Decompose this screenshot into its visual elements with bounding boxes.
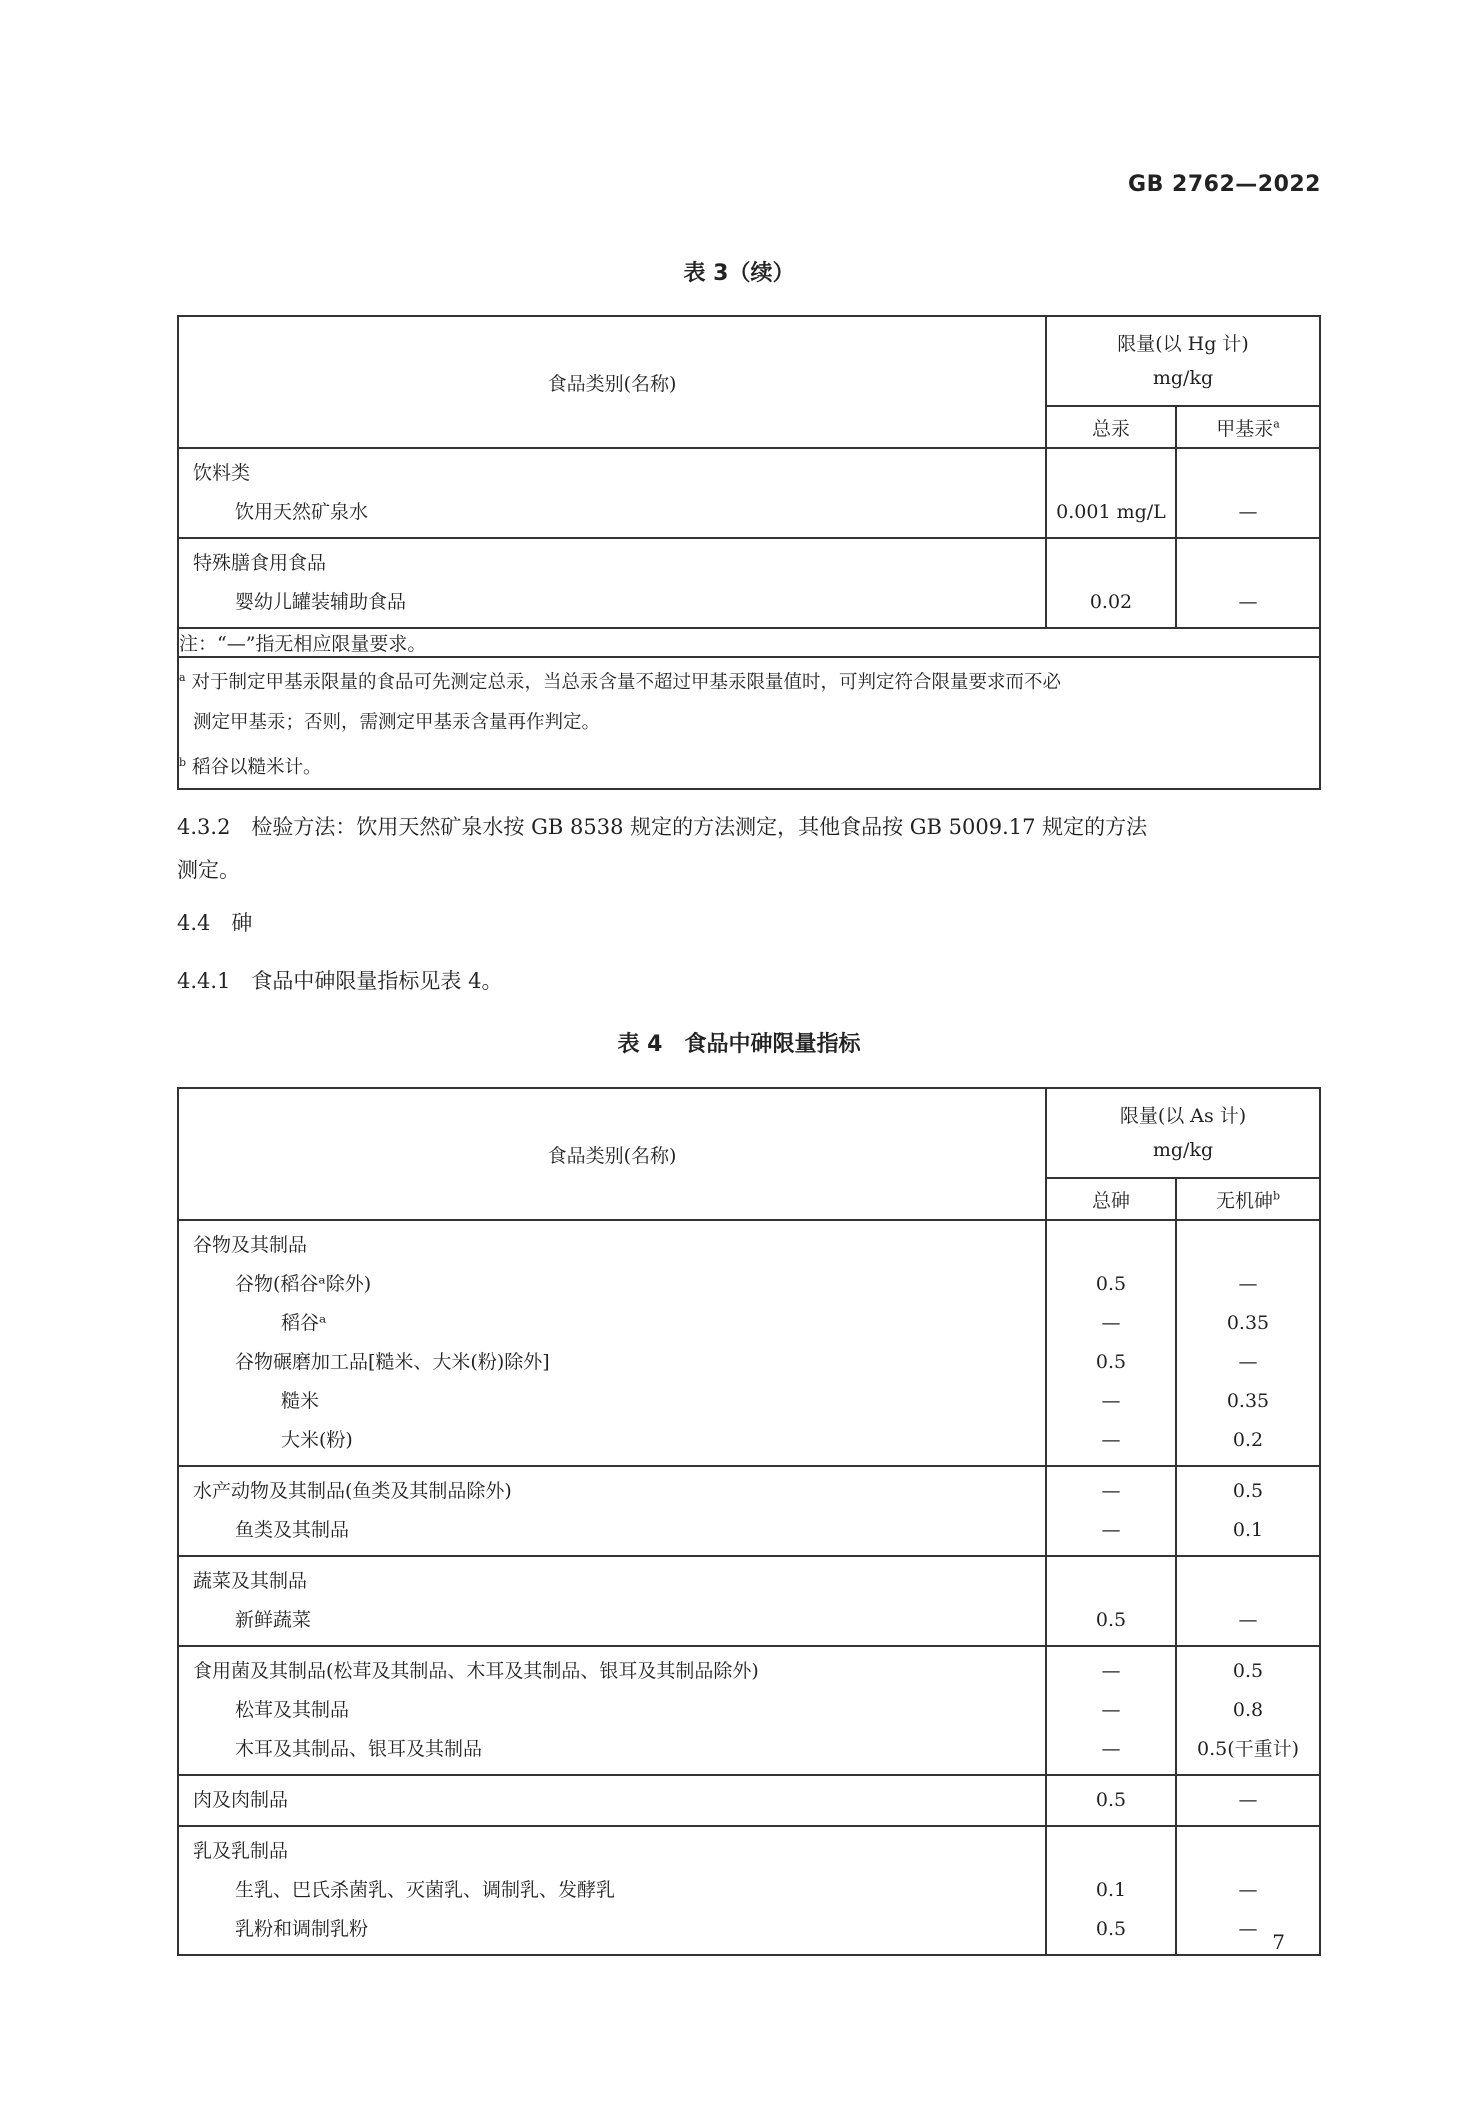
footnote-b bbox=[179, 743, 1319, 788]
category-cell bbox=[178, 1466, 1046, 1556]
row-label: 糙米 bbox=[281, 1390, 320, 1412]
table-group bbox=[178, 1556, 1320, 1646]
row-label: 乳及乳制品 bbox=[193, 1840, 289, 1862]
category-cell bbox=[178, 1775, 1046, 1826]
footnote-a-line1 bbox=[179, 658, 1319, 703]
page-number: 7 bbox=[1272, 1930, 1285, 1954]
row-value bbox=[1047, 1832, 1175, 1871]
row-value: — bbox=[1238, 501, 1258, 523]
row-label: 鱼类及其制品 bbox=[235, 1519, 350, 1541]
row-value: 0.2 bbox=[1232, 1429, 1264, 1451]
table3-header-col2-sup: a bbox=[1273, 417, 1280, 431]
row-value: — bbox=[1238, 591, 1258, 613]
table4 bbox=[177, 1087, 1321, 1956]
row-value: 0.1 bbox=[1232, 1519, 1264, 1541]
row-label: 生乳、巴氏杀菌乳、灭菌乳、调制乳、发酵乳 bbox=[235, 1879, 616, 1901]
row-label: 谷物及其制品 bbox=[193, 1234, 308, 1256]
row-value: 0.5 bbox=[1095, 1789, 1127, 1811]
footnote-a-line2: 测定甲基汞；否则，需测定甲基汞含量再作判定。 bbox=[193, 712, 601, 734]
row-value: — bbox=[1101, 1429, 1121, 1451]
row-value: — bbox=[1101, 1312, 1121, 1334]
row-value bbox=[1047, 544, 1175, 583]
category-cell bbox=[178, 1826, 1046, 1955]
row-value bbox=[1177, 1562, 1319, 1601]
table3-note: 注：“—”指无相应限量要求。 bbox=[178, 628, 1320, 657]
value-col2-cell bbox=[1176, 538, 1320, 628]
row-value: — bbox=[1238, 1351, 1258, 1373]
table3-title: 表 3（续） bbox=[683, 261, 795, 286]
value-col2-cell bbox=[1176, 1556, 1320, 1646]
table3-header-col2 bbox=[1176, 406, 1320, 448]
category-cell bbox=[178, 538, 1046, 628]
value-col2-cell bbox=[1176, 1646, 1320, 1775]
row-value: 0.5 bbox=[1095, 1273, 1127, 1295]
row-value: 0.5 bbox=[1095, 1609, 1127, 1631]
row-value: — bbox=[1101, 1390, 1121, 1412]
value-col1-cell bbox=[1046, 1220, 1176, 1466]
footnote-b-text: 稻谷以糙米计。 bbox=[191, 757, 322, 779]
row-value: — bbox=[1238, 1789, 1258, 1811]
table4-header-category: 食品类别(名称) bbox=[178, 1088, 1046, 1220]
standard-code: GB 2762—2022 bbox=[1128, 172, 1321, 197]
para-4-3-2 bbox=[177, 806, 1321, 892]
row-value: — bbox=[1238, 1918, 1258, 1940]
row-label: 松茸及其制品 bbox=[235, 1699, 350, 1721]
table3-header-category: 食品类别(名称) bbox=[178, 316, 1046, 448]
row-label: 乳粉和调制乳粉 bbox=[235, 1918, 369, 1940]
row-label: 新鲜蔬菜 bbox=[235, 1609, 312, 1631]
table3-body bbox=[178, 448, 1320, 628]
row-value: — bbox=[1101, 1738, 1121, 1760]
table3-header-col2-label: 甲基汞 bbox=[1216, 417, 1274, 440]
category-cell bbox=[178, 1556, 1046, 1646]
table4-title: 表 4 食品中砷限量指标 bbox=[617, 1032, 861, 1057]
footnote-a-sup: a bbox=[179, 671, 186, 684]
row-value: 0.1 bbox=[1095, 1879, 1127, 1901]
row-label: 食用菌及其制品(松茸及其制品、木耳及其制品、银耳及其制品除外) bbox=[193, 1660, 759, 1682]
table-group bbox=[178, 1646, 1320, 1775]
table-group bbox=[178, 1775, 1320, 1826]
row-value bbox=[1047, 1226, 1175, 1265]
value-col1-cell bbox=[1046, 1775, 1176, 1826]
row-value bbox=[1047, 454, 1175, 493]
table-group bbox=[178, 1220, 1320, 1466]
para-4-3-2-line1: 4.3.2 检验方法：饮用天然矿泉水按 GB 8538 规定的方法测定，其他食品按 GB 5009.17 规定的方法 bbox=[177, 815, 1148, 839]
footnote-b-sup: b bbox=[179, 756, 187, 770]
row-value bbox=[1177, 1832, 1319, 1871]
table3 bbox=[177, 315, 1321, 790]
row-label: 婴幼儿罐装辅助食品 bbox=[235, 591, 407, 613]
value-col2-cell bbox=[1176, 1775, 1320, 1826]
table-group bbox=[178, 448, 1320, 538]
row-value: — bbox=[1238, 1609, 1258, 1631]
value-col2-cell bbox=[1176, 1220, 1320, 1466]
table4-header-col1: 总砷 bbox=[1046, 1178, 1176, 1220]
row-label: 饮用天然矿泉水 bbox=[235, 501, 369, 523]
table3-header-limit bbox=[1046, 316, 1320, 406]
row-value bbox=[1177, 454, 1319, 493]
table4-header-col2 bbox=[1176, 1178, 1320, 1220]
table4-header-unit: mg/kg bbox=[1152, 1139, 1214, 1161]
row-value: — bbox=[1101, 1480, 1121, 1502]
row-label: 稻谷ᵃ bbox=[281, 1312, 327, 1334]
value-col2-cell bbox=[1176, 1466, 1320, 1556]
row-label: 蔬菜及其制品 bbox=[193, 1570, 308, 1592]
row-value: — bbox=[1238, 1879, 1258, 1901]
row-value: — bbox=[1101, 1699, 1121, 1721]
para-4-3-2-line2: 测定。 bbox=[177, 858, 240, 882]
section-4-4-heading: 4.4 砷 bbox=[177, 911, 253, 935]
footnote-a-text1: 对于制定甲基汞限量的食品可先测定总汞，当总汞含量不超过甲基汞限量值时，可判定符合限量要求而不必 bbox=[191, 672, 1061, 694]
row-value bbox=[1177, 544, 1319, 583]
table4-header-limit-label: 限量(以 As 计) bbox=[1119, 1105, 1247, 1127]
row-value bbox=[1177, 1226, 1319, 1265]
row-value: 0.5 bbox=[1095, 1918, 1127, 1940]
row-label: 大米(粉) bbox=[281, 1429, 353, 1451]
category-cell bbox=[178, 1646, 1046, 1775]
row-value: 0.02 bbox=[1089, 591, 1133, 613]
row-label: 谷物碾磨加工品[糙米、大米(粉)除外] bbox=[235, 1351, 550, 1373]
table-group bbox=[178, 1826, 1320, 1955]
table4-header-col2-sup: b bbox=[1272, 1189, 1281, 1203]
row-value: — bbox=[1238, 1273, 1258, 1295]
row-value: — bbox=[1101, 1660, 1121, 1682]
para-4-4-1: 4.4.1 食品中砷限量指标见表 4。 bbox=[177, 969, 503, 993]
row-label: 特殊膳食用食品 bbox=[193, 552, 327, 574]
row-label: 肉及肉制品 bbox=[193, 1789, 289, 1811]
row-value: 0.35 bbox=[1226, 1390, 1270, 1412]
row-label: 水产动物及其制品(鱼类及其制品除外) bbox=[193, 1480, 512, 1502]
value-col1-cell bbox=[1046, 448, 1176, 538]
table3-header-limit-label: 限量(以 Hg 计) bbox=[1117, 333, 1249, 355]
row-value bbox=[1047, 1562, 1175, 1601]
table-group bbox=[178, 538, 1320, 628]
value-col1-cell bbox=[1046, 1466, 1176, 1556]
category-cell bbox=[178, 448, 1046, 538]
row-value: 0.5 bbox=[1232, 1660, 1264, 1682]
value-col1-cell bbox=[1046, 538, 1176, 628]
table3-header-col1: 总汞 bbox=[1046, 406, 1176, 448]
row-value: — bbox=[1101, 1519, 1121, 1541]
value-col1-cell bbox=[1046, 1556, 1176, 1646]
value-col2-cell bbox=[1176, 1826, 1320, 1955]
row-value: 0.001 mg/L bbox=[1056, 501, 1166, 523]
table-group bbox=[178, 1466, 1320, 1556]
value-col2-cell bbox=[1176, 448, 1320, 538]
row-value: 0.35 bbox=[1226, 1312, 1270, 1334]
row-value: 0.5 bbox=[1095, 1351, 1127, 1373]
row-label: 饮料类 bbox=[193, 462, 251, 484]
table3-footnotes bbox=[178, 657, 1320, 789]
table3-header-unit: mg/kg bbox=[1152, 367, 1214, 389]
row-label: 谷物(稻谷ᵃ除外) bbox=[235, 1273, 372, 1295]
value-col1-cell bbox=[1046, 1826, 1176, 1955]
table4-body bbox=[178, 1220, 1320, 1955]
row-value: 0.5(干重计) bbox=[1196, 1738, 1300, 1760]
table4-header-limit bbox=[1046, 1088, 1320, 1178]
row-value: 0.5 bbox=[1232, 1480, 1264, 1502]
value-col1-cell bbox=[1046, 1646, 1176, 1775]
row-value: 0.8 bbox=[1232, 1699, 1264, 1721]
table4-header-col2-label: 无机砷 bbox=[1215, 1189, 1273, 1212]
category-cell bbox=[178, 1220, 1046, 1466]
row-label: 木耳及其制品、银耳及其制品 bbox=[235, 1738, 483, 1760]
